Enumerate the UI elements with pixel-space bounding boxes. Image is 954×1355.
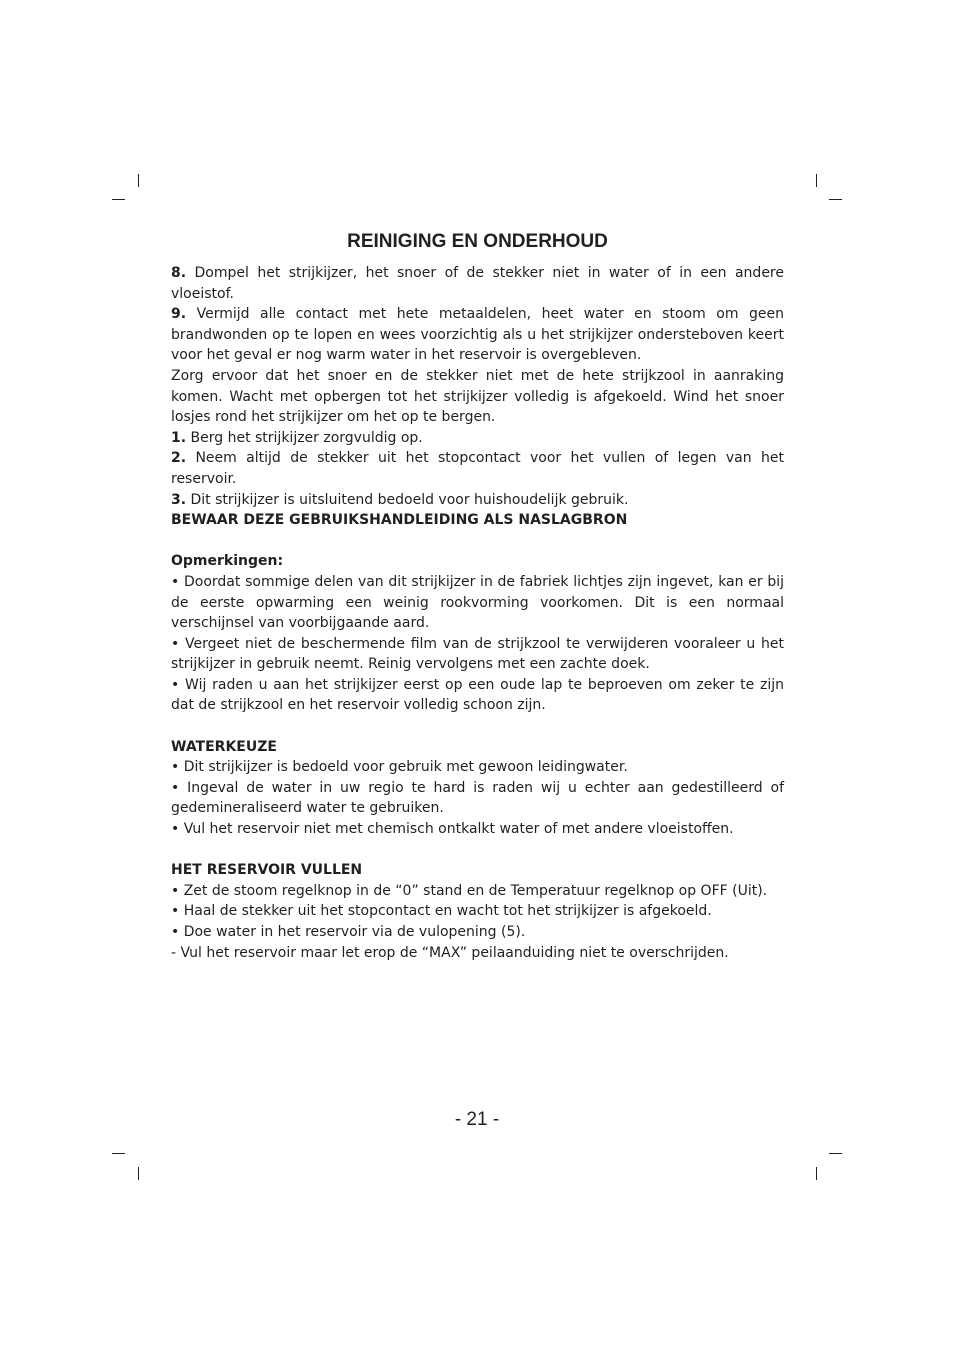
instruction-item-3 [171, 490, 784, 511]
water-item: • Ingeval de water in uw regio te hard is raden wij u echter aan gedestilleerd of gedemineraliseerd water te gebruiken. [171, 779, 784, 817]
filling-item: • Doe water in het reservoir via de vulopening (5). [171, 924, 526, 940]
instruction-item-8 [171, 263, 784, 304]
item-number: 9. [171, 306, 187, 323]
item-text: Vermijd alle contact met hete metaaldelen, heet water en stoom om geen brandwonden op te lopen en wees voorzichtig als u het strijkijzer ondersteboven keert voor het geval er nog warm water in het reservoir is overgebleven. [171, 306, 784, 364]
crop-mark-top-left-vertical [138, 174, 139, 187]
notes-heading: Opmerkingen: [171, 553, 284, 570]
item-number: 1. [171, 429, 187, 446]
filling-item: • Haal de stekker uit het stopcontact en wacht tot het strijkijzer is afgekoeld. [171, 903, 712, 920]
note-item: • Wij raden u aan het strijkijzer eerst op een oude lap te beproeven om zeker te zijn dat de strijkzool en het reservoir volledig schoon zijn. [171, 676, 784, 714]
item-text: Neem altijd de stekker uit het stopcontact voor het vullen of legen van het reservoir. [171, 450, 784, 487]
item-text: Dit strijkijzer is uitsluitend bedoeld voor huishoudelijk gebruik. [186, 491, 629, 508]
instruction-item-9 [171, 304, 784, 366]
crop-mark-bottom-right-horizontal [829, 1153, 842, 1154]
crop-mark-top-right-vertical [816, 174, 817, 187]
item-number: 2. [171, 450, 187, 467]
page-content [171, 228, 784, 963]
water-choice-heading: WATERKEUZE [171, 738, 277, 755]
crop-mark-top-right-horizontal [829, 199, 842, 200]
crop-mark-bottom-left-vertical [138, 1167, 139, 1180]
filling-item: • Zet de stoom regelknop in de “0” stand en de Temperatuur regelknop op OFF (Uit). [171, 882, 768, 899]
item-number: 8. [171, 265, 187, 281]
storage-paragraph: Zorg ervoor dat het snoer en de stekker niet met de hete strijkzool in aanraking komen. Wacht met opbergen tot het strijkijzer volledig is afgekoeld. Wind het snoer losjes rond het strijkijzer om het op te bergen. [171, 367, 784, 426]
item-number: 3. [171, 491, 187, 508]
page-title: REINIGING EN ONDERHOUD [347, 231, 608, 252]
reservoir-filling-heading: HET RESERVOIR VULLEN [171, 862, 363, 879]
keep-manual-notice: BEWAAR DEZE GEBRUIKSHANDLEIDING ALS NASLAGBRON [171, 512, 628, 529]
crop-mark-bottom-left-horizontal [112, 1153, 125, 1154]
section-spacer [171, 531, 784, 552]
page-number: - 21 - [454, 1109, 500, 1130]
filling-item: - Vul het reservoir maar let erop de “MAX” peilaanduiding niet te overschrijden. [171, 944, 729, 961]
instruction-item-1 [171, 428, 784, 449]
water-item: • Vul het reservoir niet met chemisch ontkalkt water of met andere vloeistoffen. [171, 821, 734, 838]
section-spacer [171, 716, 784, 737]
crop-mark-bottom-right-vertical [816, 1167, 817, 1180]
crop-mark-top-left-horizontal [112, 199, 125, 200]
note-item: • Vergeet niet de beschermende film van de strijkzool te verwijderen vooraleer u het strijkijzer in gebruik neemt. Reinig vervolgens met een zachte doek. [171, 635, 784, 673]
instruction-item-2 [171, 448, 784, 489]
water-item: • Dit strijkijzer is bedoeld voor gebruik met gewoon leidingwater. [171, 759, 628, 776]
item-text: Dompel het strijkijzer, het snoer of de stekker niet in water of in een andere vloeistof. [171, 265, 784, 302]
note-item: • Doordat sommige delen van dit strijkijzer in de fabriek lichtjes zijn ingevet, kan er bij de eerste opwarming een weinig rookvorming voorkomen. Dit is een normaal verschijnsel van voorbijgaande aard. [171, 573, 784, 632]
section-spacer [171, 840, 784, 861]
item-text: Berg het strijkijzer zorgvuldig op. [186, 429, 423, 446]
